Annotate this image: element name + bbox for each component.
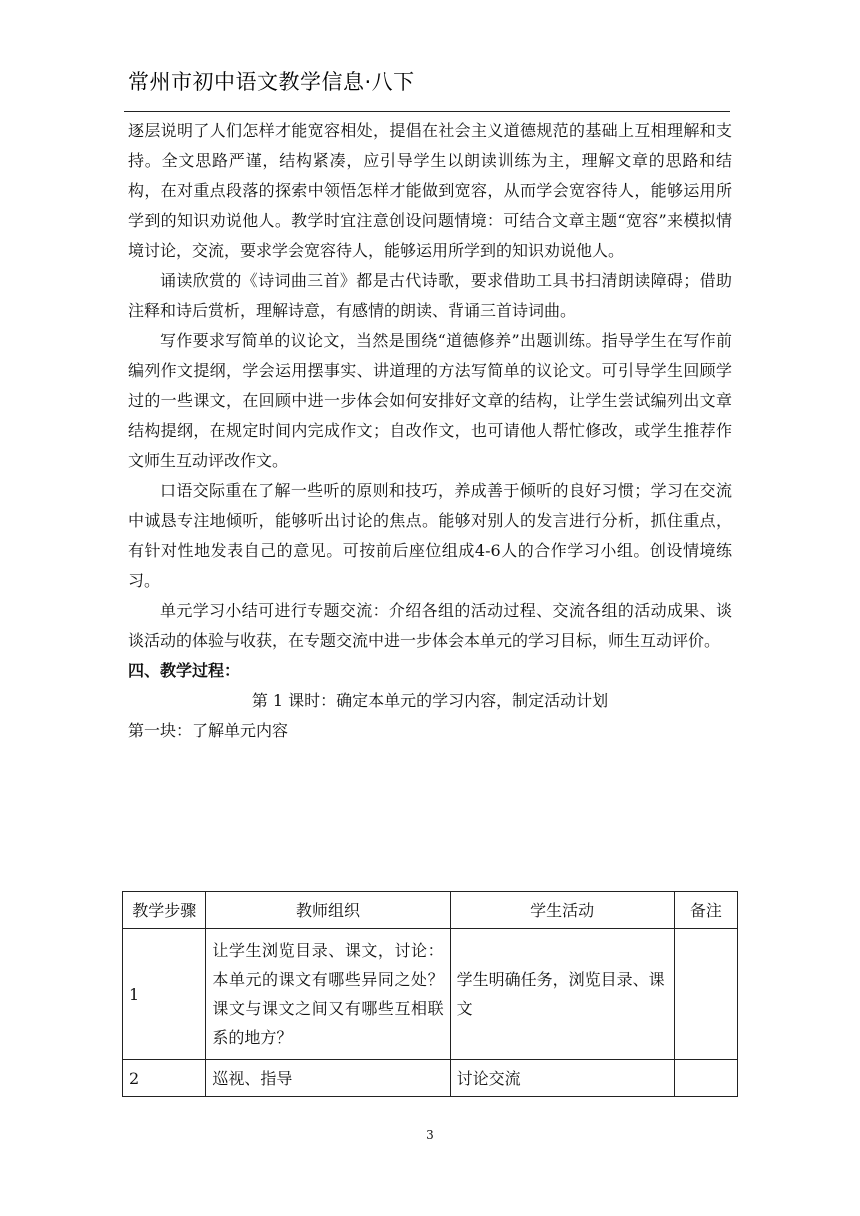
page-header-title: 常州市初中语文教学信息·八下	[128, 70, 415, 94]
body-content	[128, 116, 732, 746]
cell-student: 学生明确任务，浏览目录、课文	[450, 929, 674, 1060]
cell-step: 1	[123, 929, 206, 1060]
paragraph-unit-summary: 单元学习小结可进行专题交流：介绍各组的活动过程、交流各组的活动成果、谈谈活动的体验与收获，在专题交流中进一步体会本单元的学习目标，师生互动评价。	[128, 601, 732, 650]
cell-student: 讨论交流	[450, 1060, 674, 1097]
paragraph-poetry: 诵读欣赏的《诗词曲三首》都是古代诗歌，要求借助工具书扫清朗读障碍；借助注释和诗后赏析，理解诗意，有感情的朗读、背诵三首诗词曲。	[128, 271, 732, 320]
column-header-student: 学生活动	[450, 892, 674, 929]
column-header-note: 备注	[674, 892, 737, 929]
paragraph-writing: 写作要求写简单的议论文，当然是围绕“道德修养”出题训练。指导学生在写作前编列作文提纲，学会运用摆事实、讲道理的方法写简单的议论文。可引导学生回顾学过的一些课文，在回顾中进一步体会如何安排好文章的结构，让学生尝试编列出文章结构提纲，在规定时间内完成作文；自改作文，也可请他人帮忙修改，或学生推荐作文师生互动评改作文。	[128, 331, 732, 470]
paragraph-continuation: 逐层说明了人们怎样才能宽容相处，提倡在社会主义道德规范的基础上互相理解和支持。全文思路严谨，结构紧凑，应引导学生以朗读训练为主，理解文章的思路和结构，在对重点段落的探索中领悟怎样才能做到宽容，从而学会宽容待人，能够运用所学到的知识劝说他人。教学时宜注意创设问题情境：可结合文章主题“宽容”来模拟情境讨论，交流，要求学会宽容待人，能够运用所学到的知识劝说他人。	[128, 121, 732, 260]
table-header-row	[123, 892, 738, 929]
table-row	[123, 929, 738, 1060]
cell-step: 2	[123, 1060, 206, 1097]
cell-teacher: 让学生浏览目录、课文，讨论：本单元的课文有哪些异同之处？课文与课文之间又有哪些互相联系的地方？	[206, 929, 450, 1060]
table-row	[123, 1060, 738, 1097]
cell-note	[674, 929, 737, 1060]
cell-note	[674, 1060, 737, 1097]
lesson-title: 第 1 课时：确定本单元的学习内容，制定活动计划	[251, 691, 609, 710]
page-number: 3	[426, 1128, 434, 1142]
column-header-teacher: 教师组织	[206, 892, 450, 929]
teaching-steps-table	[122, 891, 738, 1097]
header-divider	[124, 111, 730, 112]
column-header-step: 教学步骤	[123, 892, 206, 929]
block-title: 第一块：了解单元内容	[128, 721, 289, 740]
cell-teacher: 巡视、指导	[206, 1060, 450, 1097]
section-heading-teaching-process: 四、教学过程：	[128, 661, 241, 680]
paragraph-oral-communication: 口语交际重在了解一些听的原则和技巧，养成善于倾听的良好习惯；学习在交流中诚恳专注地倾听，能够听出讨论的焦点。能够对别人的发言进行分析，抓住重点，有针对性地发表自己的意见。可按前后座位组成4-6人的合作学习小组。创设情境练习。	[128, 481, 732, 590]
